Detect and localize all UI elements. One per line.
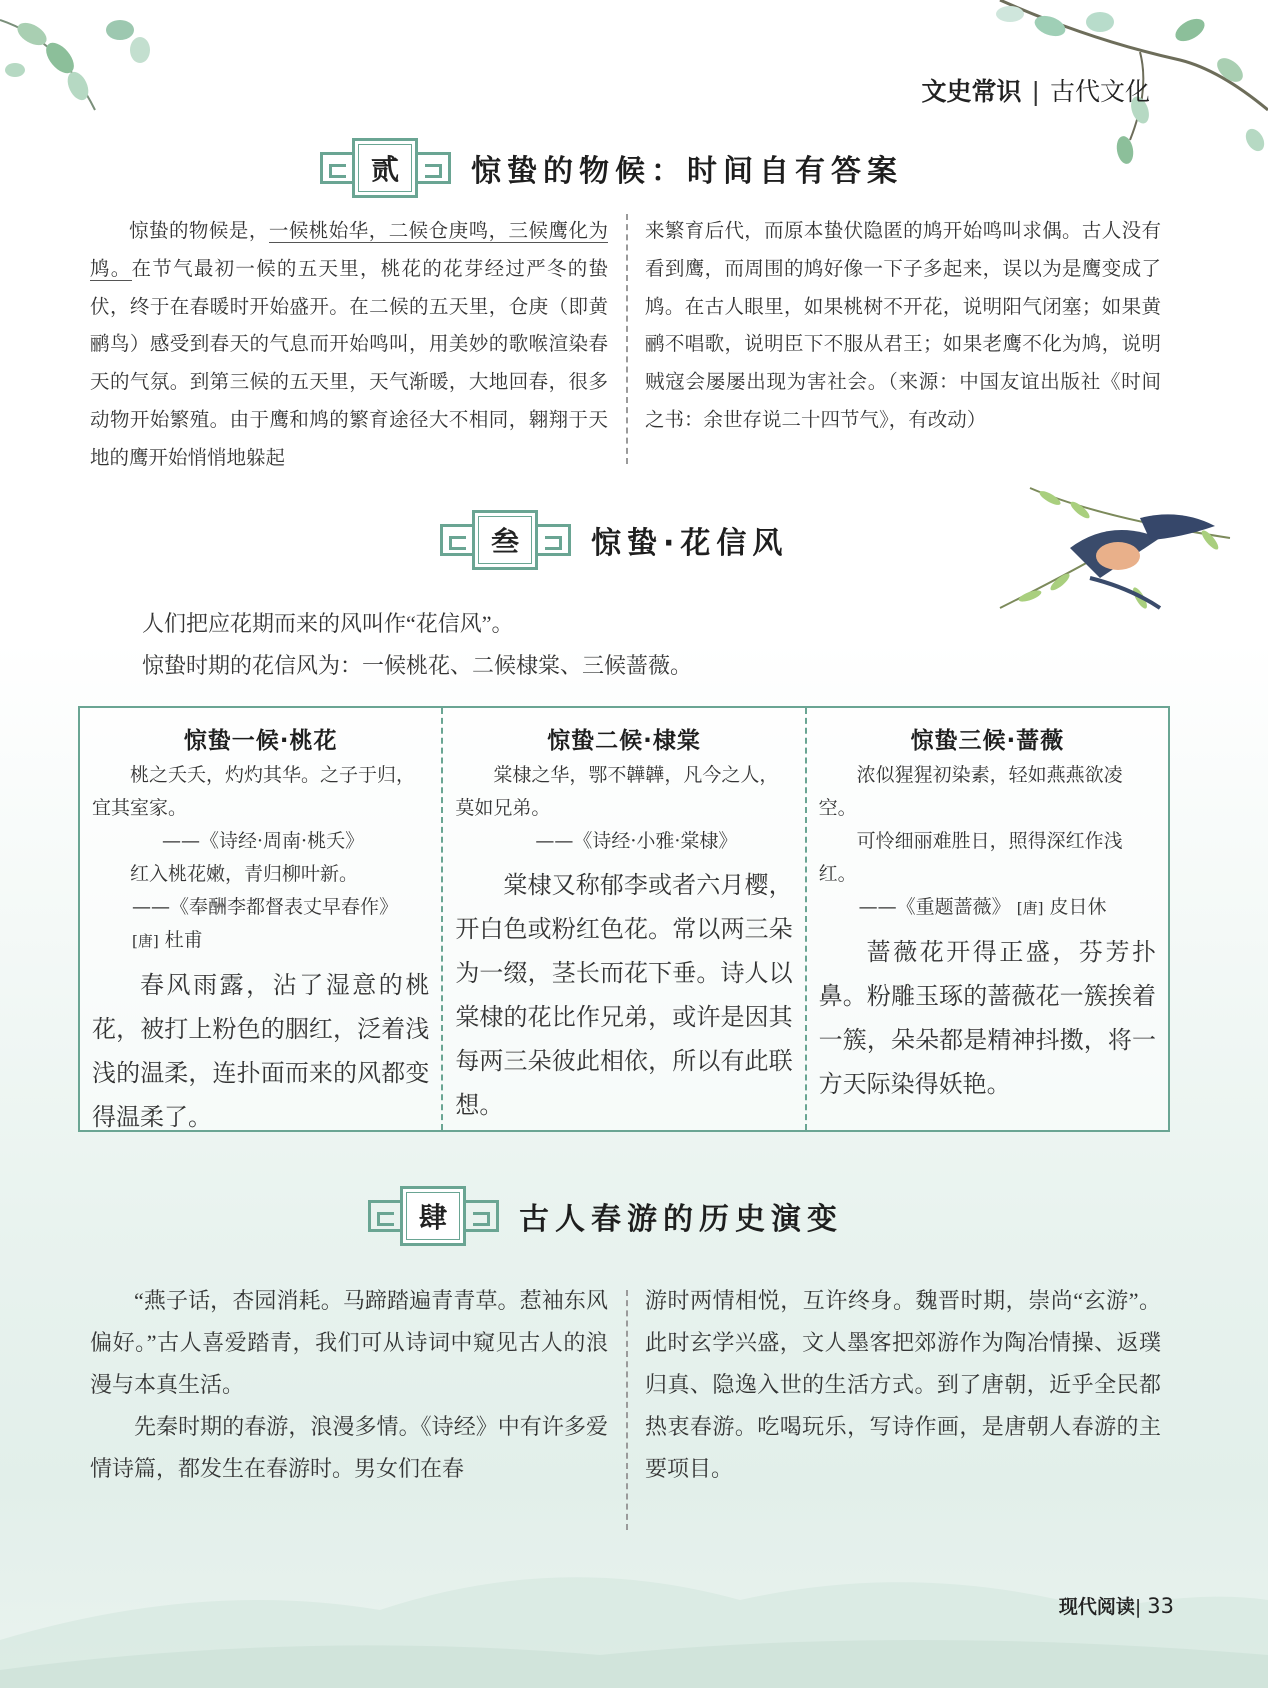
paragraph: 游时两情相悦，互许终身。魏晋时期，崇尚“玄游”。此时玄学兴盛，文人墨客把郊游作为陶冶情操、返璞归真、隐逸入世的生活方式。到了唐朝，近乎全民都热衷春游。吃喝玩乐，写诗作画，是唐朝人春游的主要项目。: [645, 1288, 1161, 1481]
card-peach: [80, 708, 441, 1130]
card-kerria: [441, 708, 804, 1130]
card-prose: 蔷薇花开得正盛，芬芳扑鼻。粉雕玉琢的蔷薇花一簇挨着一簇，朵朵都是精神抖擞，将一方天际染得妖艳。: [818, 940, 1156, 1098]
paragraph: 来繁育后代，而原本蛰伏隐匿的鸠开始鸣叫求偶。古人没有看到鹰，而周围的鸠好像一下子多起来，误以为是鹰变成了鸠。在古人眼里，如果桃树不开花，说明阳气闭塞；如果黄鹂不唱歌，说明臣下不服从君王；如果老鹰不化为鸠，说明贼寇会屡屡出现为害社会。（来源：中国友谊出版社《时间之书：余世存说二十四节气》，有改动）: [645, 219, 1161, 431]
poem-line: 可怜细丽难胜日，照得深红作浅红。: [818, 830, 1123, 885]
page-header: [922, 72, 1150, 108]
poem-source: ——《诗经·周南·桃夭》: [162, 830, 365, 852]
magazine-name: 现代阅读: [1058, 1596, 1135, 1618]
flower-wind-table: [78, 706, 1170, 1132]
section-2-left-column: [90, 212, 608, 477]
dynasty: [唐]: [1016, 899, 1044, 917]
intro-line: 人们把应花期而来的风叫作“花信风”。: [142, 611, 514, 636]
header-category: 古代文化: [1049, 77, 1150, 106]
intro-line: 惊蛰时期的花信风为：一候桃花、二候棣棠、三候蔷薇。: [142, 653, 693, 678]
card-poems: [92, 759, 429, 958]
card-poems: [455, 759, 792, 858]
card-heading: 惊蛰一候·桃花: [183, 728, 338, 754]
footer-separator: |: [1134, 1596, 1142, 1618]
section-4-heading: [366, 1186, 843, 1246]
ink-mountain-wash: [0, 1440, 1268, 1688]
header-section: 文史常识: [921, 77, 1022, 106]
section-3-intro: [142, 603, 692, 687]
poem-line: 红入桃花嫩，青归柳叶新。: [130, 863, 359, 885]
lattice-frame-icon: [366, 1186, 501, 1246]
poem-source: ——《奉酬李都督表丈早春作》 [唐] 杜甫: [132, 896, 399, 951]
card-heading: 惊蛰二候·棣棠: [547, 728, 701, 754]
section-numeral: 肆: [400, 1186, 466, 1246]
section-2-right-column: [645, 212, 1161, 439]
page-number: 33: [1147, 1594, 1174, 1618]
poem-line: 桃之夭夭，灼灼其华。之子于归，宜其室家。: [92, 764, 416, 819]
underlined-phrase: 化为鸠。: [90, 219, 608, 280]
underlined-phrase: 一候桃始华，二候仓庚鸣，三候鹰: [268, 219, 569, 242]
paragraph: 先秦时期的春游，浪漫多情。《诗经》中有许多爱情诗篇，都发生在春游时。男女们在春: [90, 1414, 608, 1481]
poem-source: ——《诗经·小雅·棠棣》: [535, 830, 738, 852]
card-poems: [819, 759, 1156, 925]
section-title: 惊蛰·花信风: [591, 526, 789, 561]
page-footer: [1059, 1592, 1174, 1619]
paragraph: “燕子话，杏园消耗。马蹄踏遍青青草。惹袖东风偏好。”古人喜爱踏青，我们可从诗词中窥见古人的浪漫与本真生活。: [90, 1288, 608, 1397]
card-heading: 惊蛰三候·蔷薇: [910, 728, 1065, 754]
leaf-decoration-top-left: [0, 0, 170, 130]
section-2-heading: [318, 138, 903, 198]
section-title: 惊蛰的物候：时间自有答案: [471, 154, 903, 189]
dynasty: [唐]: [132, 932, 159, 950]
poem-line: 浓似猩猩初染素，轻如燕燕欲凌空。: [818, 764, 1123, 819]
swallows-illustration: [990, 478, 1240, 638]
section-title: 古人春游的历史演变: [519, 1202, 843, 1237]
poet: 皮日休: [1049, 896, 1107, 918]
section-numeral: 贰: [352, 138, 418, 198]
card-rose: [805, 708, 1168, 1130]
poem-source: ——《重题蔷薇》 [唐] 皮日休: [858, 896, 1107, 918]
section-numeral: 叁: [472, 510, 538, 570]
lattice-frame-icon: [318, 138, 453, 198]
poem-line: 棠棣之华，鄂不韡韡，凡今之人，莫如兄弟。: [455, 764, 779, 819]
poet: 杜甫: [164, 929, 203, 951]
card-prose: 春风雨露，沾了湿意的桃花，被打上粉色的胭红，泛着浅浅的温柔，连扑面而来的风都变得温柔了。: [92, 973, 430, 1131]
lattice-frame-icon: [438, 510, 573, 570]
paragraph: 惊蛰的物候是，一候桃始华，二候仓庚鸣，三候鹰化为鸠。在节气最初一候的五天里，桃花的花芽经过严冬的蛰伏，终于在春暖时开始盛开。在二候的五天里，仓庚（即黄鹂鸟）感受到春天的气息而开始鸣叫，用美妙的歌喉渲染春天的气氛。到第三候的五天里，天气渐暖，大地回春，很多动物开始繁殖。由于鹰和鸠的繁育途径大不相同，翱翔于天地的鹰开始悄悄地躲起: [90, 219, 608, 469]
header-separator: |: [1031, 77, 1040, 106]
column-divider: [626, 214, 628, 464]
section-3-heading: [438, 510, 788, 570]
card-prose: 棠棣又称郁李或者六月樱，开白色或粉红色花。常以两三朵为一缀，茎长而花下垂。诗人以棠棣的花比作兄弟，或许是因其每两三朵彼此相依，所以有此联想。: [455, 873, 793, 1119]
